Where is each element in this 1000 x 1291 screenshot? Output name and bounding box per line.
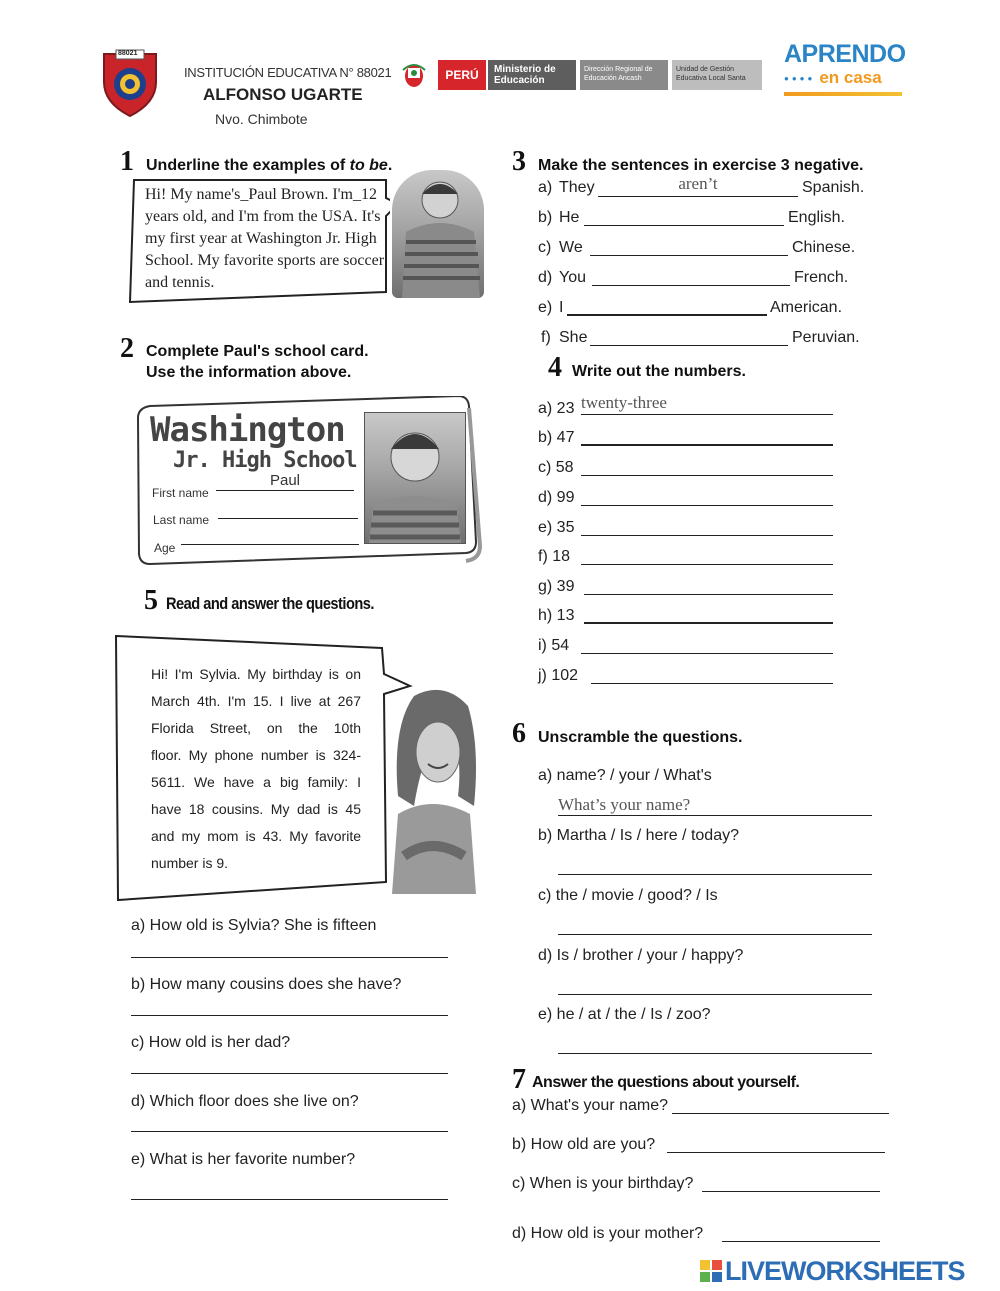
ex3-label: c): [538, 239, 552, 256]
ex4-label: e) 35: [538, 519, 575, 536]
sylvia-photo: [384, 686, 480, 894]
unidad-badge: [672, 60, 762, 90]
ex4-answer-field[interactable]: [581, 545, 833, 565]
ex6-answer-field[interactable]: [558, 796, 872, 816]
ex6-prompt: a) name? / your / What's: [538, 767, 712, 784]
ex6-answer-field[interactable]: [558, 915, 872, 935]
ex4-label: g) 39: [538, 578, 575, 595]
ex3-answer-field[interactable]: [584, 206, 784, 226]
ex5-text-line: and my mom is 43. My favorite: [151, 828, 361, 844]
ex5-text-line: Florida Street, on the 10th: [151, 720, 361, 736]
liveworksheets-label: LIVEWORKSHEETS: [725, 1255, 965, 1286]
ex7-answer-field[interactable]: [672, 1094, 889, 1114]
peru-label: PERÚ: [445, 68, 479, 82]
ex5-question: b) How many cousins does she have?: [131, 976, 402, 993]
ex5-answer-line[interactable]: [131, 996, 448, 1016]
ex7-answer-field[interactable]: [702, 1172, 880, 1192]
ex3-subject: You: [559, 269, 586, 286]
ex3-title: Make the sentences in exercise 3 negative.: [538, 157, 864, 174]
ex7-question: d) How old is your mother?: [512, 1225, 704, 1242]
ex5-text-line: floor. My phone number is 324-: [151, 747, 361, 763]
ex3-end: Chinese.: [792, 239, 856, 256]
ex4-answer: twenty-three: [581, 393, 667, 412]
ex7-title: Answer the questions about yourself.: [532, 1074, 800, 1091]
ex4-label: f) 18: [538, 548, 571, 565]
ex6-answer-field[interactable]: [558, 855, 872, 875]
ex4-answer-field[interactable]: [581, 516, 833, 536]
en-casa-label: en casa: [819, 68, 882, 87]
ex3-subject: He: [559, 209, 580, 226]
ex3-answer-field[interactable]: [598, 174, 798, 197]
school-location: Nvo. Chimbote: [215, 111, 308, 127]
ex5-number: 5: [144, 585, 158, 616]
ex7-question: b) How old are you?: [512, 1136, 656, 1153]
ex4-answer-field[interactable]: [584, 575, 833, 595]
last-name-field[interactable]: [218, 500, 358, 519]
age-label: Age: [154, 541, 176, 555]
ex4-answer-field[interactable]: [581, 456, 833, 476]
ex5-question: e) What is her favorite number?: [131, 1151, 356, 1168]
ex6-number: 6: [512, 718, 526, 749]
liveworksheets-logo[interactable]: [700, 1254, 965, 1288]
ex7-answer-field[interactable]: [667, 1133, 885, 1153]
ex1-title: [146, 157, 392, 175]
ex4-label: i) 54: [538, 637, 570, 654]
ex3-label: e): [538, 299, 553, 316]
ex4-label: b) 47: [538, 429, 575, 446]
ex3-answer-field[interactable]: [590, 326, 788, 346]
ex3-subject: We: [559, 239, 583, 256]
ex3-answer-field[interactable]: [592, 266, 790, 286]
ex4-answer-field[interactable]: [581, 634, 833, 654]
ex6-prompt: e) he / at / the / Is / zoo?: [538, 1006, 711, 1023]
ex3-answer-field[interactable]: [567, 296, 767, 316]
ex7-question: a) What's your name?: [512, 1097, 669, 1114]
ex6-answer-field[interactable]: [558, 1034, 872, 1054]
ministerio-badge: [488, 60, 576, 90]
ministerio-label: Ministerio de Educación: [494, 64, 556, 86]
ex6-prompt: b) Martha / Is / here / today?: [538, 827, 739, 844]
ex1-title-end: .: [387, 157, 393, 174]
ex4-answer-field[interactable]: [581, 395, 833, 415]
ex5-text-line: have 18 cousins. My dad is 45: [151, 801, 361, 817]
age-field[interactable]: [181, 526, 359, 545]
ex6-answer: What’s your name?: [558, 795, 691, 814]
peru-coat-of-arms-icon: [400, 60, 428, 90]
peru-badge: [438, 60, 486, 90]
ex6-title: Unscramble the questions.: [538, 729, 743, 746]
ex4-label: j) 102: [538, 667, 579, 684]
ex3-label: f): [541, 329, 551, 346]
logo-underline: [784, 92, 902, 96]
ex4-label: h) 13: [538, 607, 575, 624]
ex3-end: American.: [770, 299, 843, 316]
first-name-label: First name: [152, 486, 209, 500]
ex4-title: Write out the numbers.: [572, 363, 746, 380]
ex5-question: a) How old is Sylvia? She is fifteen: [131, 917, 377, 934]
ex3-number: 3: [512, 146, 526, 177]
ex4-answer-field[interactable]: [591, 664, 833, 684]
ex5-answer-line[interactable]: [131, 938, 448, 958]
aprendo-logo: [784, 40, 904, 104]
ex5-text-line: 5611. We have a big family: I: [151, 774, 361, 790]
ex3-label: d): [538, 269, 553, 286]
ex2-number: 2: [120, 333, 134, 364]
ex3-label: a): [538, 179, 553, 196]
ex5-question: c) How old is her dad?: [131, 1034, 291, 1051]
school-crest: [100, 48, 160, 118]
institution-line: INSTITUCIÓN EDUCATIVA N° 88021: [184, 65, 392, 80]
ex6-answer-field[interactable]: [558, 975, 872, 995]
dots-icon: ●●●●: [784, 73, 816, 83]
ex7-number: 7: [512, 1064, 526, 1095]
ex1-number: 1: [120, 146, 134, 177]
ex5-answer-line[interactable]: [131, 1054, 448, 1074]
ex7-answer-field[interactable]: [722, 1222, 880, 1242]
ex2-title-line2: Use the information above.: [146, 364, 352, 381]
direccion-label: Dirección Regional de Educación Ancash: [584, 66, 653, 82]
ex5-answer-line[interactable]: [131, 1180, 448, 1200]
ex5-text-line: number is 9.: [151, 855, 229, 871]
card-title-washington: Washington: [150, 410, 345, 450]
ex5-text-line: March 4th. I'm 15. I live at 267: [151, 693, 361, 709]
ex4-answer-field[interactable]: [584, 604, 833, 624]
paul-photo: [392, 170, 484, 298]
ex5-text-line: Hi! I'm Sylvia. My birthday is on: [151, 666, 361, 682]
ex1-title-part1: Underline the examples of: [146, 157, 350, 174]
card-title-school: Jr. High School: [173, 448, 357, 473]
ex2-title-line1: Complete Paul's school card.: [146, 343, 369, 360]
unidad-label: Unidad de Gestión Educativa Local Santa: [676, 66, 746, 82]
ex4-answer-field[interactable]: [581, 426, 833, 446]
first-name-field[interactable]: [216, 472, 354, 491]
ex5-question: d) Which floor does she live on?: [131, 1093, 359, 1110]
ex4-label: a) 23: [538, 400, 575, 417]
ex4-label: c) 58: [538, 459, 574, 476]
ex3-end: Peruvian.: [792, 329, 860, 346]
ex5-answer-line[interactable]: [131, 1112, 448, 1132]
direccion-badge: [580, 60, 668, 90]
ex5-title: Read and answer the questions.: [166, 594, 374, 613]
liveworksheets-icon: [700, 1260, 722, 1282]
paul-card-photo: [364, 412, 466, 544]
aprendo-label: APRENDO: [784, 40, 906, 68]
ex6-prompt: d) Is / brother / your / happy?: [538, 947, 744, 964]
last-name-label: Last name: [153, 513, 210, 527]
crest-number: 88021: [118, 50, 138, 57]
ex1-text: Hi! My name's_Paul Brown. I'm_12 years old, and I'm from the USA. It's my first year at Washington Jr. High School. My favorite sports are soccer and tennis.: [145, 186, 385, 291]
ex6-prompt: c) the / movie / good? / Is: [538, 887, 718, 904]
ex4-label: d) 99: [538, 489, 575, 506]
ex3-answer: aren’t: [678, 174, 718, 193]
ex3-subject: She: [559, 329, 588, 346]
ex3-answer-field[interactable]: [590, 236, 788, 256]
ex3-end: French.: [794, 269, 849, 286]
ex7-question: c) When is your birthday?: [512, 1175, 694, 1192]
ex3-subject: They: [559, 179, 595, 196]
ex3-end: English.: [788, 209, 845, 226]
school-name: ALFONSO UGARTE: [203, 85, 363, 104]
ex4-number: 4: [548, 352, 562, 383]
ex4-answer-field[interactable]: [581, 486, 833, 506]
ex1-title-italic: to be: [349, 157, 388, 174]
ex5-text: [151, 661, 361, 877]
first-name-value: Paul: [269, 472, 301, 489]
ex3-subject: I: [559, 299, 564, 316]
ex3-end: Spanish.: [802, 179, 865, 196]
ex3-label: b): [538, 209, 553, 226]
